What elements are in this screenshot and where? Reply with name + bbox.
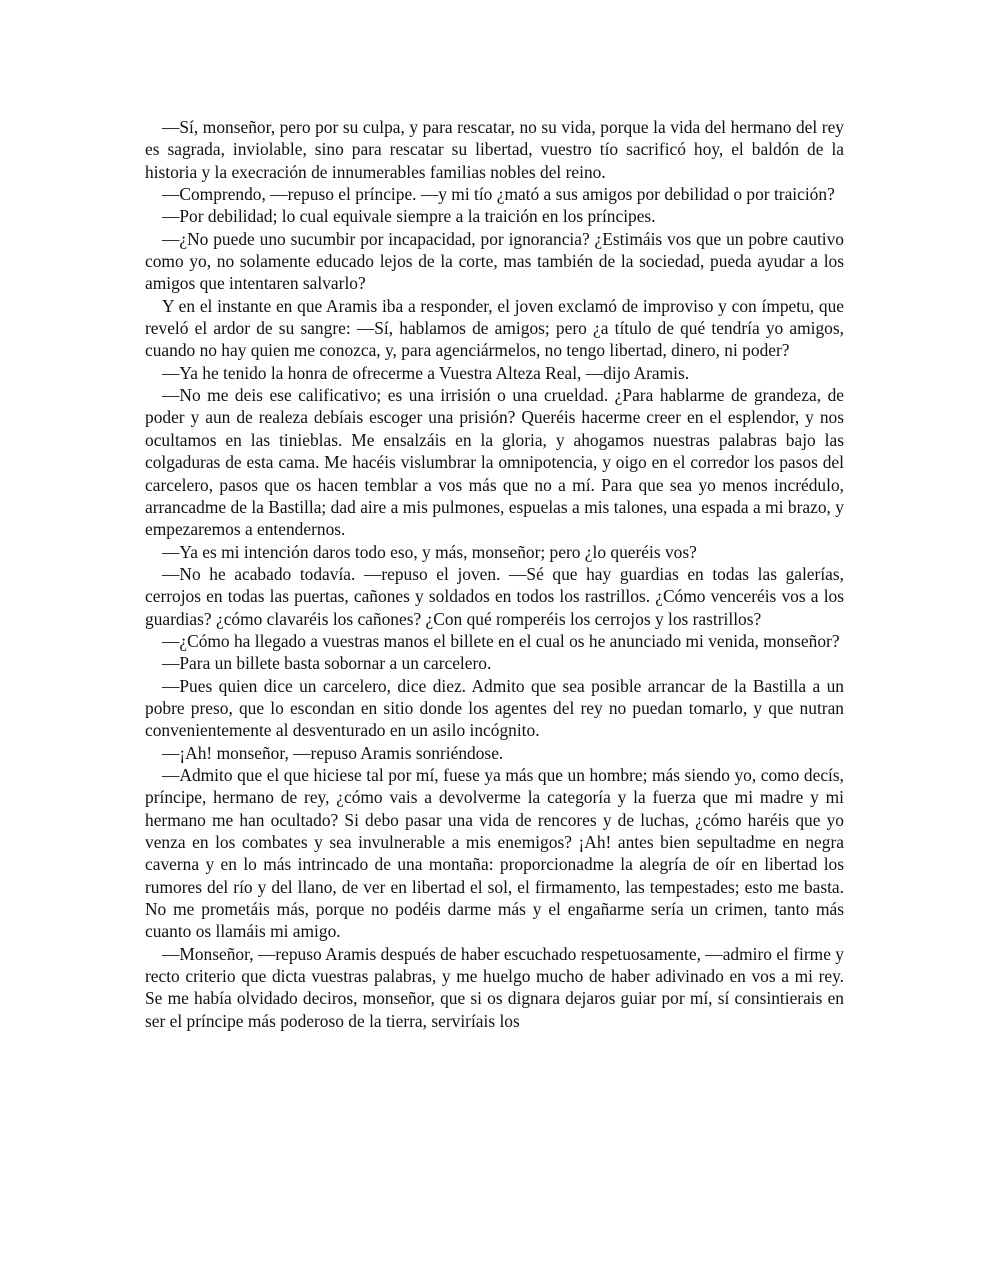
paragraph-1: —Sí, monseñor, pero por su culpa, y para rescatar, no su vida, porque la vida del hermano del rey es sagrada, inviolable, sino para rescatar su libertad, vuestro tío sacrificó hoy, el baldón de la historia y la execración de innumerables familias nobles del reino. — [145, 117, 844, 182]
paragraph-15: —Monseñor, —repuso Aramis después de haber escuchado respetuosamente, —admiro el firme y recto criterio que dicta vuestras palabras, y me huelgo mucho de haber adivinado en vos a mi rey. Se me había olvidado deciros, monseñor, que si os dignara dejaros guiar por mí, sí consintierais en ser el príncipe más poderoso de la tierra, serviríais los — [145, 943, 844, 1031]
paragraph-10: —¿Cómo ha llegado a vuestras manos el billete en el cual os he anunciado mi venida, monseñor? — [162, 630, 840, 651]
paragraph-14: —Admito que el que hiciese tal por mí, fuese ya más que un hombre; más siendo yo, como decís, príncipe, hermano de rey, ¿cómo vais a devolverme la categoría y la fuerza que mi madre y mi hermano me han ocultado? Si debo pasar una vida de rencores y de luchas, ¿cómo haréis que yo venza en los combates y sea invulnerable a mis enemigos? ¡Ah! antes bien sepultadme en negra caverna y en lo más intrincado de una montaña: proporcionadme la alegría de oír en libertad los rumores del río y del llano, de ver en libertad el sol, el firmamento, las tempestades; esto me basta. No me prometáis más, porque no podéis darme más y el engañarme sería un crimen, tanto más cuanto os llamáis mi amigo. — [145, 764, 844, 942]
paragraph-7: —No me deis ese calificativo; es una irrisión o una crueldad. ¿Para hablarme de grandeza, de poder y aun de realeza debíais escoger una prisión? Queréis hacerme creer en el esplendor, y nos ocultamos en las tinieblas. Me ensalzáis en la gloria, y ahogamos nuestras palabras bajo las colgaduras de esta cama. Me hacéis vislumbrar la omnipotencia, y oigo en el corredor los pasos del carcelero, pasos que os hacen temblar a vos más que no a mí. Para que sea yo menos incrédulo, arrancadme de la Bastilla; dad aire a mis pulmones, espuelas a mis talones, una espada a mi brazo, y empezaremos a entendernos. — [145, 385, 844, 540]
paragraph-13: —¡Ah! monseñor, —repuso Aramis sonriéndose. — [162, 742, 504, 763]
paragraph-11: —Para un billete basta sobornar a un carcelero. — [162, 653, 492, 674]
paragraph-3: —Por debilidad; lo cual equivale siempre a la traición en los príncipes. — [162, 206, 656, 227]
paragraph-9: —No he acabado todavía. —repuso el joven. —Sé que hay guardias en todas las galerías, cerrojos en todas las puertas, cañones y soldados en todos los rastrillos. ¿Cómo venceréis vos a los guardias? ¿cómo clavaréis los cañones? ¿Con qué romperéis los cerrojos y los rastrillos? — [145, 563, 844, 629]
page-text — [145, 116, 844, 1032]
paragraph-5: Y en el instante en que Aramis iba a responder, el joven exclamó de improviso y con ímpetu, que reveló el ardor de su sangre: —Sí, hablamos de amigos; pero ¿a título de qué tendría yo amigos, cuando no hay quien me conozca, y, para agenciármelos, no tengo libertad, dinero, ni poder? — [145, 295, 844, 361]
paragraph-4: —¿No puede uno sucumbir por incapacidad, por ignorancia? ¿Estimáis vos que un pobre cautivo como yo, no solamente educado lejos de la corte, mas también de la sociedad, pueda ayudar a los amigos que intentaren salvarlo? — [145, 228, 844, 294]
paragraph-6: —Ya he tenido la honra de ofrecerme a Vuestra Alteza Real, —dijo Aramis. — [162, 362, 690, 383]
paragraph-2: —Comprendo, —repuso el príncipe. —y mi tío ¿mató a sus amigos por debilidad o por traición? — [162, 184, 835, 205]
paragraph-12: —Pues quien dice un carcelero, dice diez. Admito que sea posible arrancar de la Bastilla a un pobre preso, que lo escondan en sitio donde los agentes del rey no puedan tomarlo, y que nutran convenientemente al desventurado en un asilo incógnito. — [145, 675, 844, 741]
paragraph-8: —Ya es mi intención daros todo eso, y más, monseñor; pero ¿lo queréis vos? — [162, 541, 697, 562]
